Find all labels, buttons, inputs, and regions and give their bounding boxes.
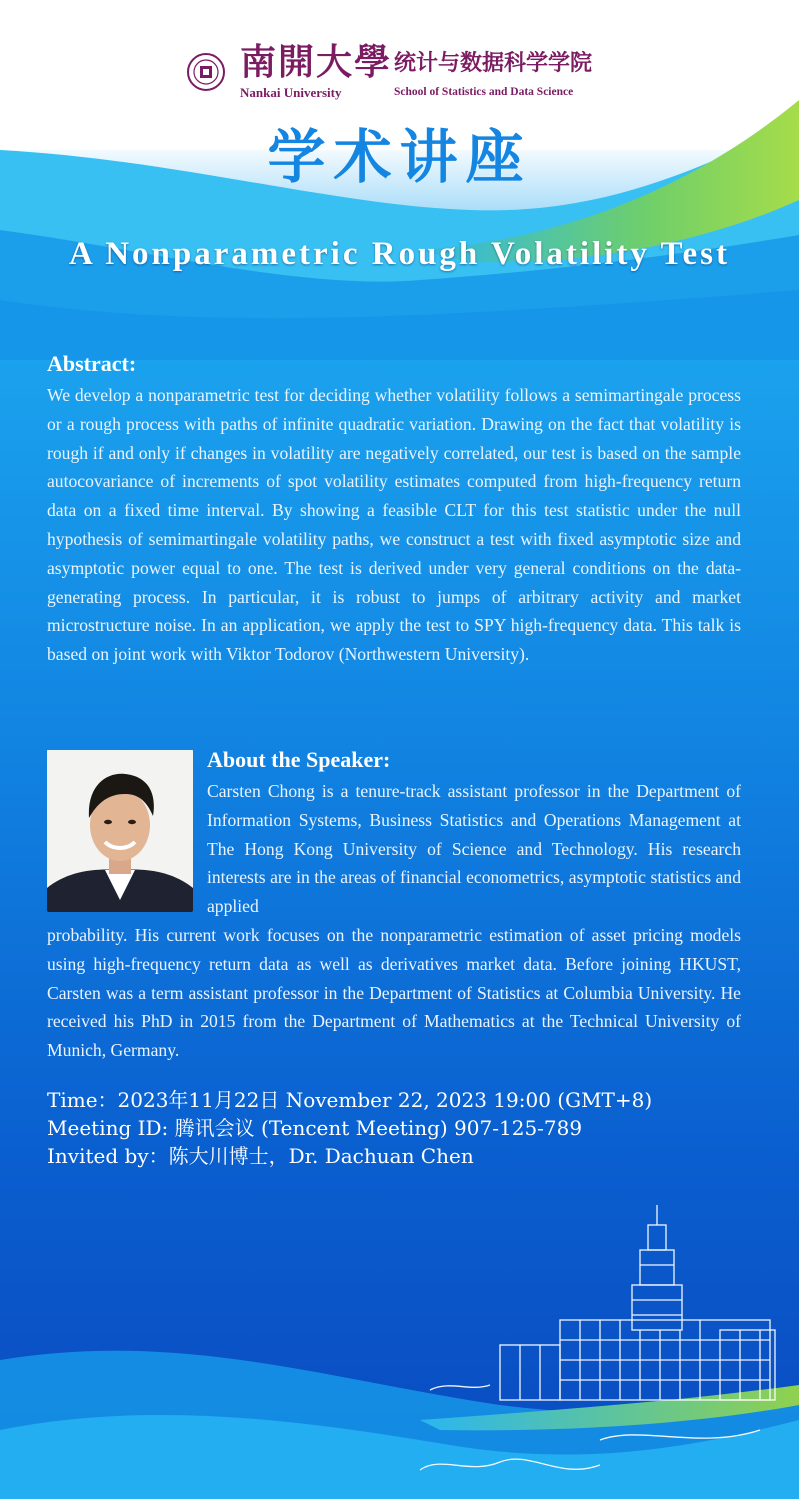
lecture-title-cn: 学术讲座 (267, 123, 532, 191)
speaker-photo (47, 750, 193, 912)
abstract-heading: Abstract: (47, 351, 137, 376)
header (0, 38, 799, 108)
speaker-heading: About the Speaker: (207, 747, 391, 772)
event-invited-by: Invited by：陈大川博士，Dr. Dachuan Chen (47, 1144, 474, 1168)
speaker-portrait-icon (47, 750, 193, 912)
speaker-bio-part2: probability. His current work focuses on the nonparametric estimation of asset pricing models using high-frequency return data as well as derivatives market data. Before joining HKUST, Carsten was a term assistant professor in the Department of Statistics at Columbia University. He received his PhD in 2015 from the Department of Mathematics at the Technical University of Munich, Germany. (47, 925, 741, 1061)
school-name-cn: 统计与数据科学学院 (394, 50, 593, 76)
university-name-en: Nankai University (240, 85, 342, 100)
school-name-en: School of Statistics and Data Science (394, 86, 574, 98)
talk-title: A Nonparametric Rough Volatility Test (68, 236, 731, 272)
nankai-seal-icon (187, 53, 225, 91)
abstract-text: We develop a nonparametric test for deciding whether volatility follows a semimartingale process or a rough process with paths of infinite quadratic variation. Drawing on the fact that volatility is rough if and only if changes in volatility are negatively correlated, our test is based on the sample autocovariance of increments of spot volatility estimates computed from high-frequency return data on a fixed time interval. By showing a feasible CLT for this test statistic under the null hypothesis of semimartingale volatility paths, we construct a test with fixed asymptotic size and asymptotic power equal to one. The test is derived under very general conditions on the data-generating process. In particular, it is robust to jumps of arbitrary activity and market microstructure noise. In an application, we apply the test to SPY high-frequency data. This talk is based on joint work with Viktor Todorov (Northwestern University). (47, 385, 741, 665)
event-meeting-id: Meeting ID: 腾讯会议 (Tencent Meeting) 907-125-789 (47, 1116, 583, 1140)
event-time: Time：2023年11月22日 November 22, 2023 19:00 (GMT+8) (47, 1088, 653, 1112)
university-name-cn: 南開大學 (240, 41, 393, 83)
speaker-bio-part1: Carsten Chong is a tenure-track assistant professor in the Department of Information Systems, Business Statistics and Operations Management at The Hong Kong University of Science and Technology. His research interests are in the areas of financial econometrics, asymptotic statistics and applied (207, 781, 741, 917)
event-info (47, 1086, 687, 1170)
